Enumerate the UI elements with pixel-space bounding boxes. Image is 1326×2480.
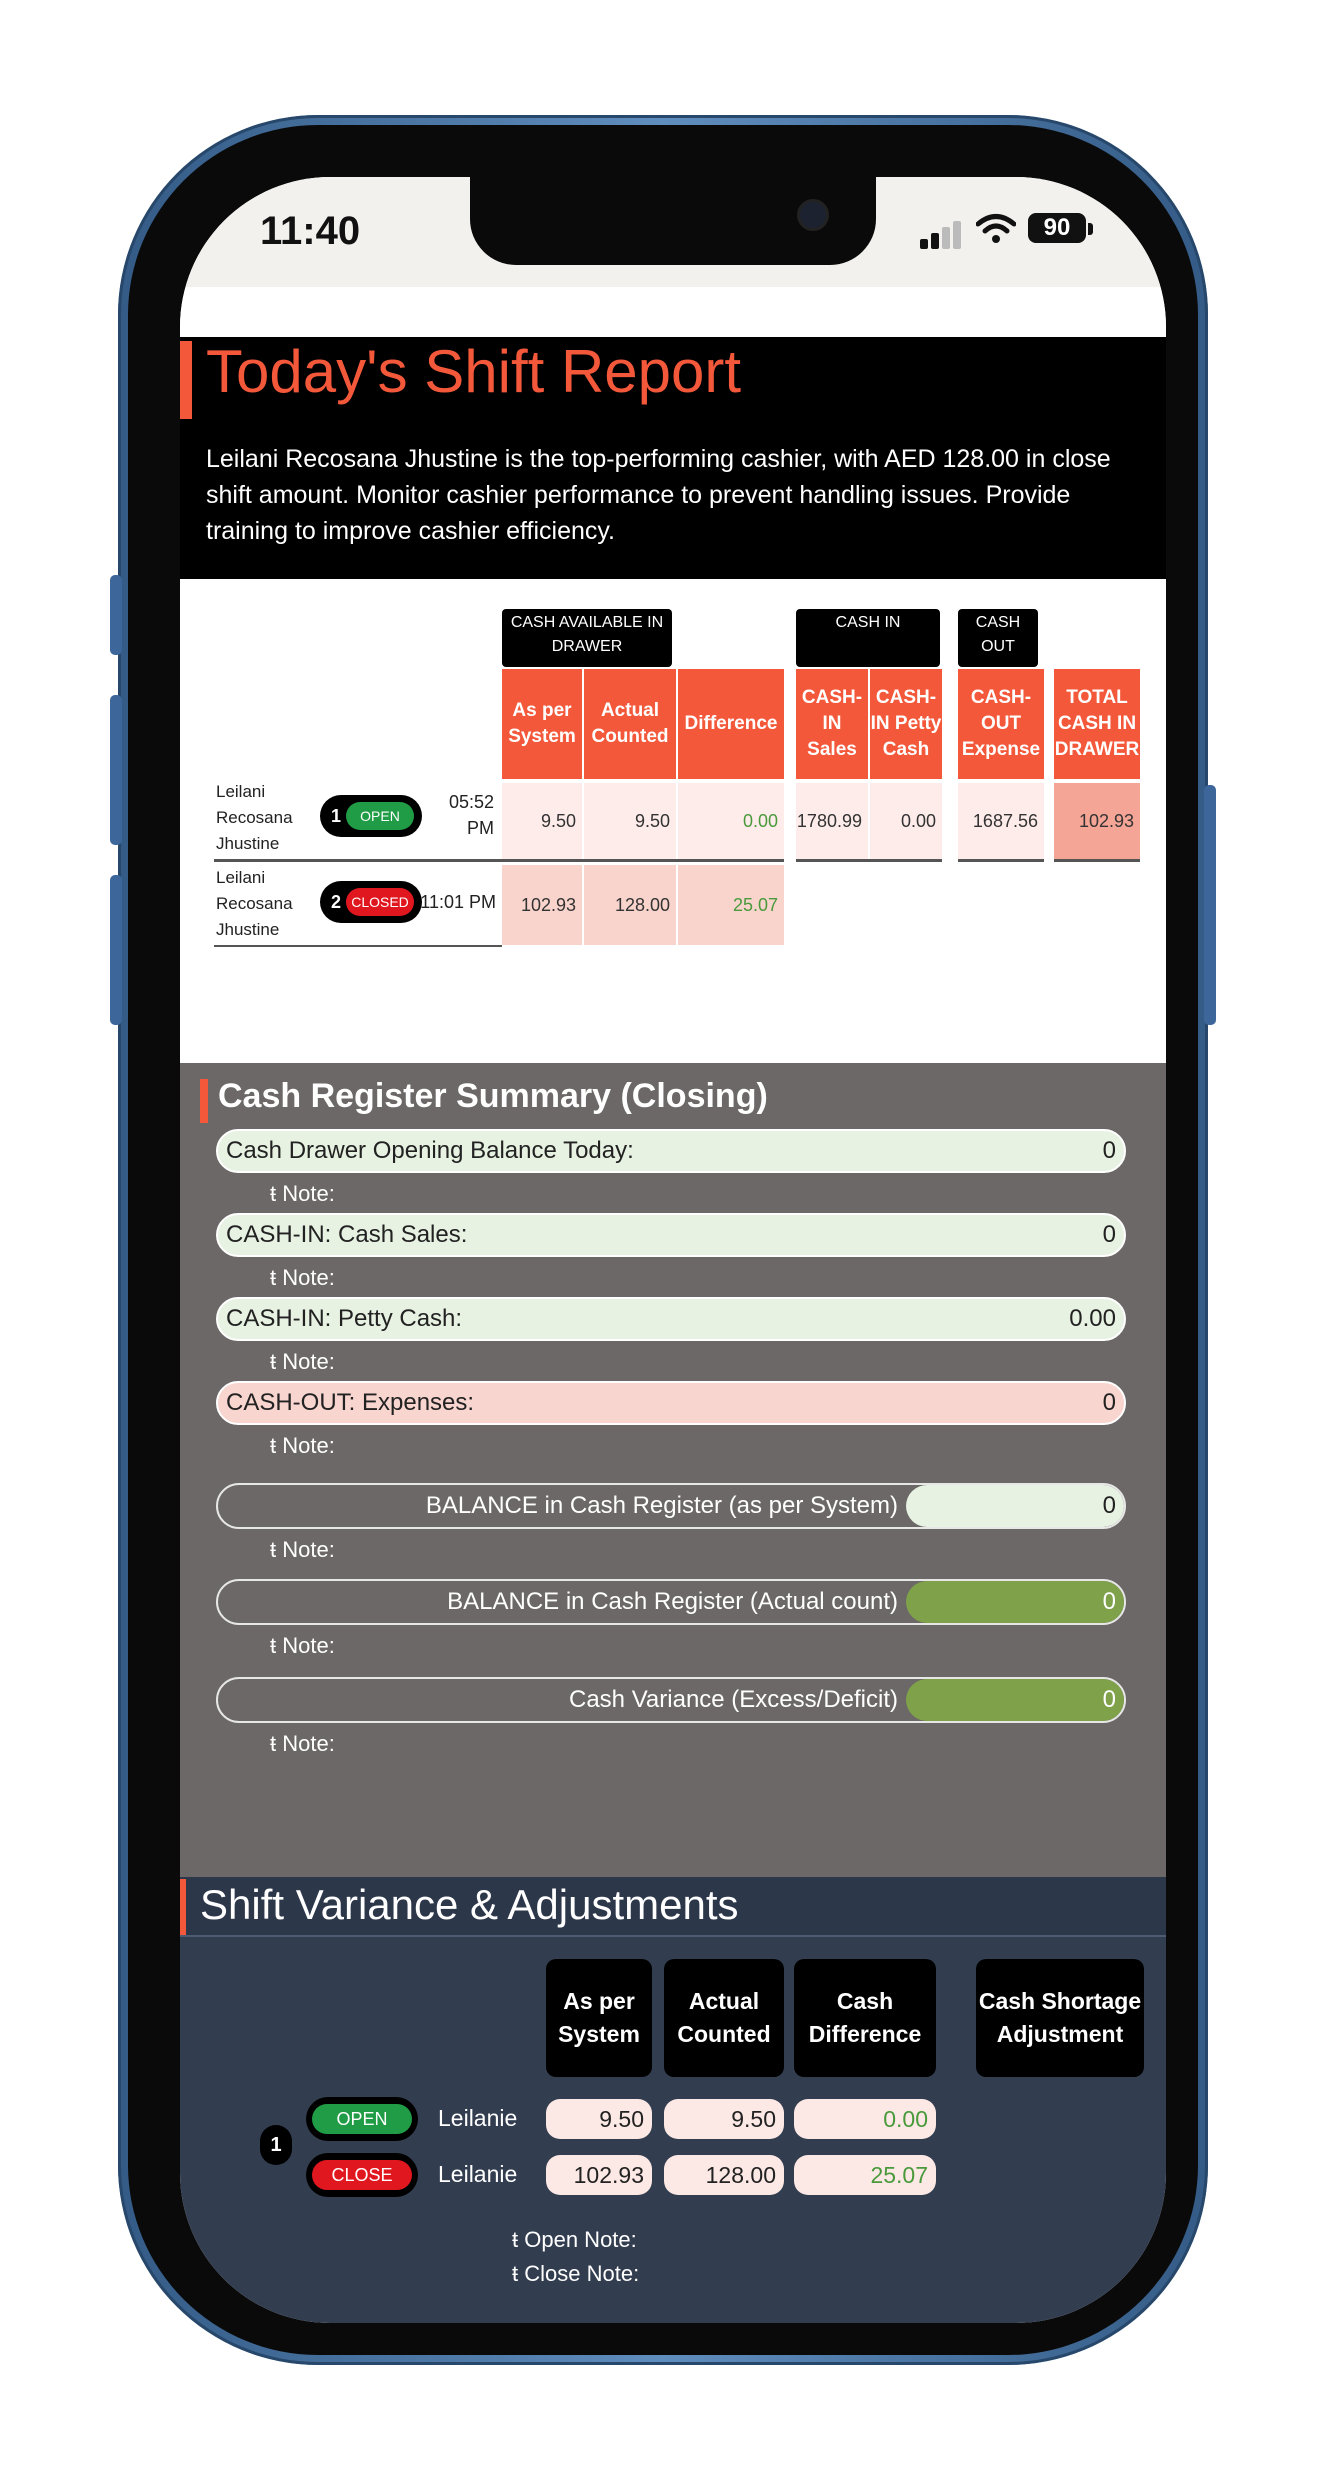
shift-time: 05:52 PM [448, 792, 494, 838]
col-cash-in-sales: CASH-IN Sales [796, 669, 868, 779]
signal-icon [920, 219, 964, 249]
group-cash-out: CASH OUT [958, 609, 1038, 667]
note[interactable]: ŧ Note: [270, 1349, 335, 1374]
cell-as-per-system: 9.50 [502, 783, 582, 859]
section-header [180, 1877, 1166, 1937]
note[interactable]: ŧ Note: [270, 1633, 335, 1658]
wifi-icon [976, 213, 1016, 245]
cashier-name: Leilani Recosana Jhustine [216, 868, 293, 939]
row-label: CASH-OUT: Expenses: [226, 1389, 475, 1416]
cell-cash-difference: 0.00 [794, 2099, 936, 2139]
cell-total-cash: 102.93 [1054, 783, 1140, 859]
shift-status-open[interactable] [306, 2097, 418, 2141]
shift-time: 11:01 PM [420, 892, 496, 912]
row-divider [958, 859, 1044, 862]
row-label: BALANCE in Cash Register (as per System) [425, 1492, 898, 1519]
cash-variance-row [216, 1677, 1126, 1723]
note[interactable]: ŧ Note: [270, 1181, 335, 1206]
note-bullet: ŧ [512, 2261, 519, 2286]
note-bullet: ŧ [512, 2227, 519, 2252]
close-note[interactable]: ŧ Close Note: [512, 2261, 640, 2286]
row-label: Cash Drawer Opening Balance Today: [226, 1137, 634, 1164]
status-badge: CLOSED [346, 888, 414, 916]
note-bullet: ŧ [270, 1433, 277, 1458]
section-title: Shift Variance & Adjustments [200, 1881, 739, 1928]
note-bullet: ŧ [270, 1537, 277, 1562]
col-actual-counted: Actual Counted [664, 1959, 784, 2077]
col-as-per-system: As per System [546, 1959, 652, 2077]
row-divider [796, 859, 942, 862]
cell-actual-counted: 9.50 [664, 2099, 784, 2139]
cash-register-summary [180, 1063, 1166, 1877]
row-value: 0 [906, 1485, 1124, 1527]
col-cash-in-petty: CASH-IN Petty Cash [870, 669, 942, 779]
note[interactable]: ŧ Note: [270, 1433, 335, 1458]
cell-cash-in-sales: 1780.99 [796, 783, 868, 859]
note[interactable]: ŧ Note: [270, 1537, 335, 1562]
note-bullet: ŧ [270, 1349, 277, 1374]
phone-frame [118, 115, 1208, 2365]
shift-status-closed[interactable] [320, 881, 422, 923]
shift-variance-section [180, 1877, 1166, 2323]
report-header [180, 337, 1166, 579]
volume-down-button [110, 875, 122, 1025]
phone-bezel [128, 125, 1198, 2355]
col-cash-difference: Cash Difference [794, 1959, 936, 2077]
status-bar [180, 177, 1166, 287]
shift-number: 1 [260, 2125, 292, 2165]
status-badge: OPEN [312, 2104, 412, 2134]
power-button [1204, 785, 1216, 1025]
page-title: Today's Shift Report [206, 338, 742, 405]
dynamic-island [470, 177, 876, 265]
note[interactable]: ŧ Note: [270, 1265, 335, 1290]
group-cash-available: CASH AVAILABLE IN DRAWER [502, 609, 672, 667]
battery-tip [1088, 223, 1093, 235]
section-title: Cash Register Summary (Closing) [218, 1077, 768, 1115]
row-divider [214, 945, 502, 947]
col-cash-out-expense: CASH-OUT Expense [958, 669, 1044, 779]
row-value: 0 [1102, 1137, 1116, 1164]
screen [180, 177, 1166, 2323]
battery-icon: 90 [1028, 213, 1086, 243]
col-total-cash: TOTAL CASH IN DRAWER [1054, 669, 1140, 779]
row-value: 0 [1102, 1221, 1116, 1248]
section-accent [180, 1879, 186, 1935]
col-as-per-system: As per System [502, 669, 582, 779]
cell-as-per-system: 102.93 [502, 865, 582, 945]
cashier-name: Leilani Recosana Jhustine [216, 782, 293, 853]
row-divider [214, 859, 784, 862]
col-difference: Difference [678, 669, 784, 779]
row-label: CASH-IN: Petty Cash: [226, 1305, 463, 1332]
row-label: Cash Variance (Excess/Deficit) [569, 1686, 898, 1713]
cell-as-per-system: 9.50 [546, 2099, 652, 2139]
cell-actual-counted: 128.00 [584, 865, 676, 945]
balance-actual-row [216, 1579, 1126, 1625]
note-bullet: ŧ [270, 1633, 277, 1658]
petty-cash-row [216, 1297, 1126, 1341]
cashier-name: Leilanie [438, 2105, 518, 2131]
spacer [180, 287, 1166, 337]
report-description: Leilani Recosana Jhustine is the top-performing cashier, with AED 128.00 in close shift amount. Monitor cashier performance to prevent handling issues. Provide training to improve cashier efficiency. [206, 445, 1111, 545]
note[interactable]: ŧ Note: [270, 1731, 335, 1756]
cell-difference: 25.07 [678, 865, 784, 945]
mute-switch [110, 575, 122, 655]
shift-number: 1 [330, 806, 341, 826]
row-value: 0 [906, 1581, 1124, 1623]
shift-number: 2 [330, 892, 341, 912]
expenses-row [216, 1381, 1126, 1425]
col-shortage-adjustment: Cash Shortage Adjustment [976, 1959, 1144, 2077]
shift-status-open[interactable] [320, 795, 422, 837]
shift-table [180, 579, 1166, 1063]
cell-as-per-system: 102.93 [546, 2155, 652, 2195]
row-value: 0 [1102, 1389, 1116, 1416]
group-cash-in: CASH IN [796, 609, 940, 667]
open-note[interactable]: ŧ Open Note: [512, 2227, 637, 2252]
balance-system-row [216, 1483, 1126, 1529]
note-bullet: ŧ [270, 1265, 277, 1290]
section-accent [200, 1079, 208, 1123]
row-value: 0.00 [1069, 1305, 1116, 1332]
row-value: 0 [906, 1679, 1124, 1721]
title-accent [180, 341, 192, 419]
status-badge: OPEN [346, 802, 414, 830]
cell-difference: 0.00 [678, 783, 784, 859]
status-badge: CLOSE [312, 2160, 412, 2190]
camera-icon [797, 199, 829, 231]
volume-up-button [110, 695, 122, 845]
row-label: BALANCE in Cash Register (Actual count) [447, 1588, 898, 1615]
note-bullet: ŧ [270, 1181, 277, 1206]
cell-cash-in-petty: 0.00 [870, 783, 942, 859]
cell-cash-out-expense: 1687.56 [958, 783, 1044, 859]
cell-cash-difference: 25.07 [794, 2155, 936, 2195]
cell-actual-counted: 9.50 [584, 783, 676, 859]
shift-status-close[interactable] [306, 2153, 418, 2197]
opening-balance-row [216, 1129, 1126, 1173]
status-time: 11:40 [260, 209, 361, 253]
note-bullet: ŧ [270, 1731, 277, 1756]
row-divider [1054, 859, 1140, 862]
cashier-name: Leilanie [438, 2161, 518, 2187]
cash-sales-row [216, 1213, 1126, 1257]
row-label: CASH-IN: Cash Sales: [226, 1221, 468, 1248]
cell-actual-counted: 128.00 [664, 2155, 784, 2195]
col-actual-counted: Actual Counted [584, 669, 676, 779]
